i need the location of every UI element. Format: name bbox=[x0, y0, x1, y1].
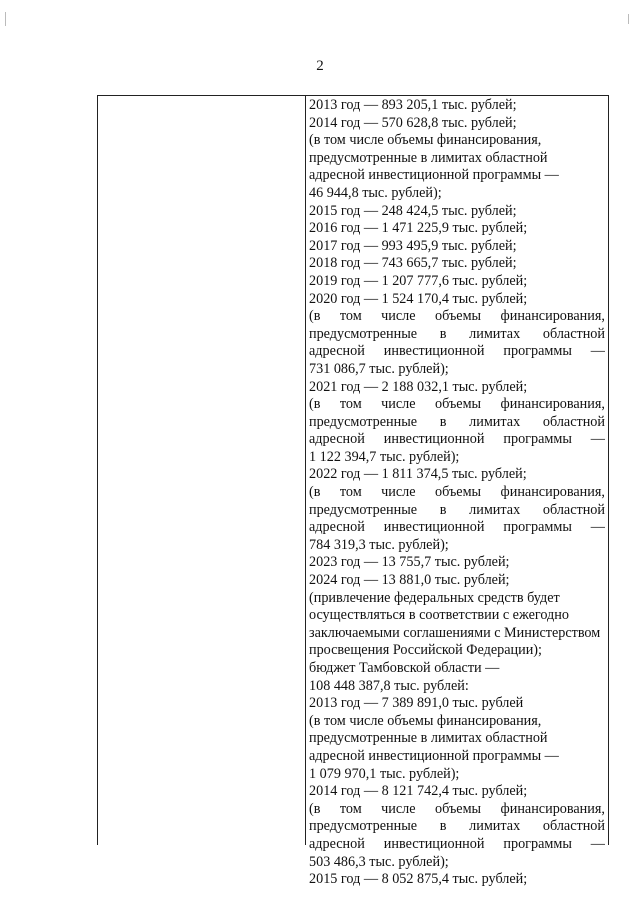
text-line bbox=[309, 801, 605, 819]
table-cell-right bbox=[309, 97, 605, 888]
word: том bbox=[339, 308, 362, 325]
text-line: (в том числе объемы финансирования, bbox=[309, 132, 542, 149]
word: финансирования, bbox=[500, 396, 605, 413]
word: адресной bbox=[309, 431, 365, 448]
word: том bbox=[339, 800, 362, 817]
word: программы bbox=[503, 519, 572, 536]
word: программы bbox=[503, 835, 572, 852]
word: (в bbox=[309, 308, 321, 325]
word: — bbox=[590, 343, 605, 360]
text-line: 503 486,3 тыс. рублей); bbox=[309, 853, 449, 870]
text-line: 2016 год — 1 471 225,9 тыс. рублей; bbox=[309, 220, 528, 237]
word: предусмотренные bbox=[309, 413, 418, 430]
column-divider bbox=[305, 96, 306, 845]
word: лимитах bbox=[469, 413, 521, 430]
text-line: 731 086,7 тыс. рублей); bbox=[309, 360, 449, 377]
page-number: 2 bbox=[316, 58, 324, 74]
text-line bbox=[309, 818, 605, 836]
word: объемы bbox=[434, 800, 482, 817]
word: адресной bbox=[309, 343, 365, 360]
word: (в bbox=[309, 396, 321, 413]
word: предусмотренные bbox=[309, 325, 418, 342]
word: числе bbox=[381, 800, 416, 817]
text-line: 2013 год — 7 389 891,0 тыс. рублей bbox=[309, 695, 524, 712]
word: — bbox=[590, 519, 605, 536]
word: лимитах bbox=[469, 818, 521, 835]
text-line bbox=[309, 836, 605, 854]
text-line: заключаемыми соглашениями с Министерством bbox=[309, 624, 601, 641]
word: (в bbox=[309, 800, 321, 817]
word: объемы bbox=[434, 396, 482, 413]
word: объемы bbox=[434, 484, 482, 501]
text-line bbox=[309, 396, 605, 414]
word: инвестиционной bbox=[383, 835, 485, 852]
text-line bbox=[309, 502, 605, 520]
text-line: (в том числе объемы финансирования, bbox=[309, 712, 542, 729]
word: предусмотренные bbox=[309, 818, 418, 835]
text-line: адресной инвестиционной программы — bbox=[309, 167, 559, 184]
word: областной bbox=[542, 325, 605, 342]
scan-mark bbox=[628, 14, 629, 24]
word: адресной bbox=[309, 835, 365, 852]
text-line: 2023 год — 13 755,7 тыс. рублей; bbox=[309, 554, 510, 571]
text-line: 2014 год — 8 121 742,4 тыс. рублей; bbox=[309, 783, 528, 800]
text-line: предусмотренные в лимитах областной bbox=[309, 730, 548, 747]
word: в bbox=[439, 413, 447, 430]
word: инвестиционной bbox=[383, 431, 485, 448]
word: (в bbox=[309, 484, 321, 501]
text-line: осуществляться в соответствии с ежегодно bbox=[309, 607, 569, 624]
text-line: 2015 год — 8 052 875,4 тыс. рублей; bbox=[309, 871, 528, 888]
word: в bbox=[439, 818, 447, 835]
text-line bbox=[309, 519, 605, 537]
text-line: 2013 год — 893 205,1 тыс. рублей; bbox=[309, 97, 517, 113]
word: в bbox=[439, 501, 447, 518]
text-line: 2022 год — 1 811 374,5 тыс. рублей; bbox=[309, 466, 527, 483]
text-line bbox=[309, 326, 605, 344]
text-line: 2015 год — 248 424,5 тыс. рублей; bbox=[309, 202, 517, 219]
word: числе bbox=[381, 484, 416, 501]
word: областной bbox=[542, 501, 605, 518]
word: — bbox=[590, 835, 605, 852]
word: финансирования, bbox=[500, 484, 605, 501]
word: программы bbox=[503, 343, 572, 360]
text-line: 2014 год — 570 628,8 тыс. рублей; bbox=[309, 114, 517, 131]
word: числе bbox=[381, 396, 416, 413]
text-line: 2018 год — 743 665,7 тыс. рублей; bbox=[309, 255, 517, 272]
text-line: 2021 год — 2 188 032,1 тыс. рублей; bbox=[309, 378, 528, 395]
word: финансирования, bbox=[500, 800, 605, 817]
word: том bbox=[339, 396, 362, 413]
text-line: 1 122 394,7 тыс. рублей); bbox=[309, 448, 460, 465]
word: программы bbox=[503, 431, 572, 448]
word: предусмотренные bbox=[309, 501, 418, 518]
word: адресной bbox=[309, 519, 365, 536]
text-line bbox=[309, 343, 605, 361]
text-line: 108 448 387,8 тыс. рублей: bbox=[309, 677, 469, 694]
text-line: 784 319,3 тыс. рублей); bbox=[309, 536, 449, 553]
text-line bbox=[309, 431, 605, 449]
text-line: (привлечение федеральных средств будет bbox=[309, 589, 560, 606]
word: областной bbox=[542, 818, 605, 835]
word: областной bbox=[542, 413, 605, 430]
word: объемы bbox=[434, 308, 482, 325]
text-line bbox=[309, 484, 605, 502]
text-line: адресной инвестиционной программы — bbox=[309, 747, 559, 764]
word: инвестиционной bbox=[383, 519, 485, 536]
text-line: бюджет Тамбовской области — bbox=[309, 660, 500, 676]
text-line: 46 944,8 тыс. рублей); bbox=[309, 184, 442, 201]
text-line: 1 079 970,1 тыс. рублей); bbox=[309, 765, 460, 782]
text-line: просвещения Российской Федерации); bbox=[309, 642, 542, 659]
word: — bbox=[590, 431, 605, 448]
text-line: предусмотренные в лимитах областной bbox=[309, 149, 548, 166]
word: инвестиционной bbox=[383, 343, 485, 360]
text-line: 2020 год — 1 524 170,4 тыс. рублей; bbox=[309, 290, 528, 307]
word: том bbox=[339, 484, 362, 501]
table-cell-left bbox=[98, 96, 305, 845]
word: лимитах bbox=[469, 501, 521, 518]
text-line: 2024 год — 13 881,0 тыс. рублей; bbox=[309, 572, 510, 589]
text-line: 2017 год — 993 495,9 тыс. рублей; bbox=[309, 237, 517, 254]
table bbox=[97, 95, 609, 888]
word: числе bbox=[381, 308, 416, 325]
text-line bbox=[309, 414, 605, 432]
text-line: 2019 год — 1 207 777,6 тыс. рублей; bbox=[309, 272, 528, 289]
scan-mark bbox=[5, 12, 6, 26]
word: лимитах bbox=[469, 325, 521, 342]
word: финансирования, bbox=[500, 308, 605, 325]
word: в bbox=[439, 325, 447, 342]
text-line bbox=[309, 308, 605, 326]
